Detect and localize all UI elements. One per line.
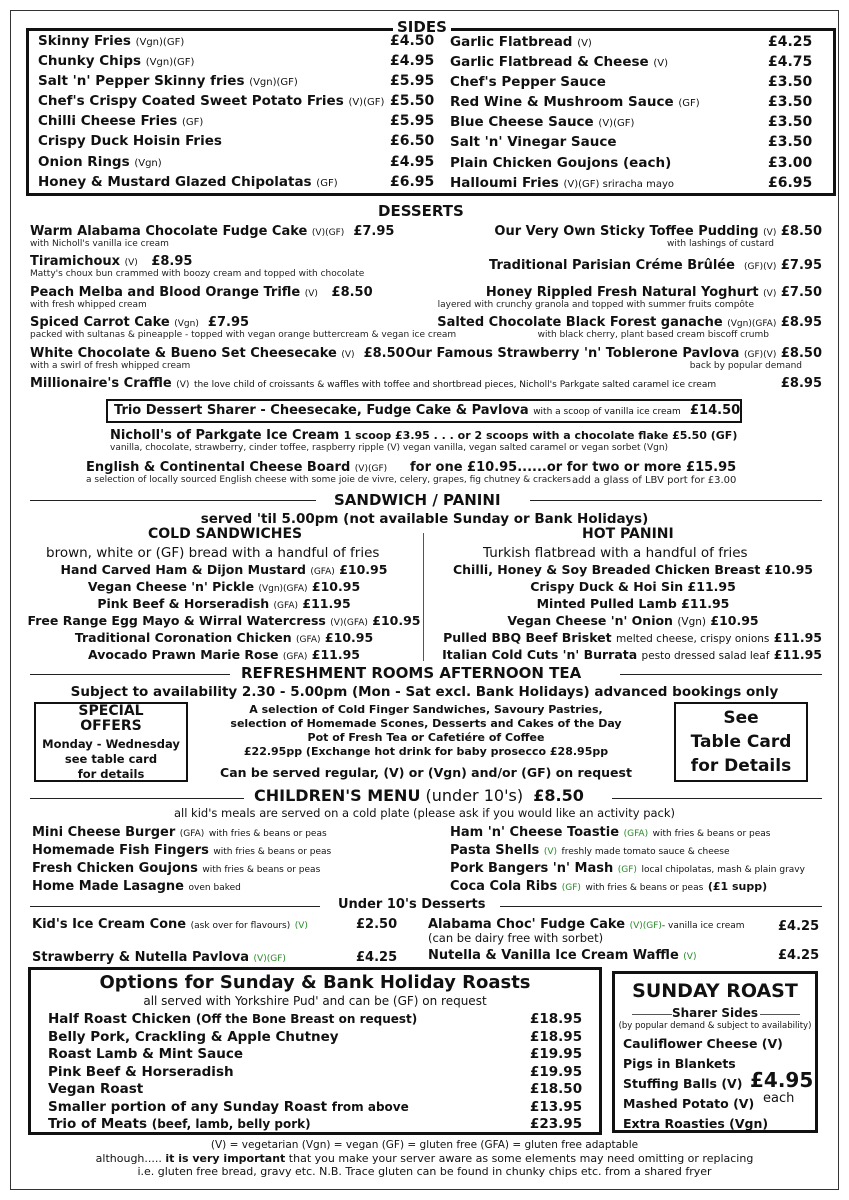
kids-waffle-price: £4.25: [778, 948, 820, 963]
roast-item: Pink Beef & Horseradish: [48, 1063, 234, 1080]
sunday-roast-title: SUNDAY ROAST: [632, 980, 798, 1002]
table-card-line1: See: [723, 708, 759, 728]
kids-main-item: Pasta Shells (V) freshly made tomato sauce & cheese: [450, 843, 730, 858]
side-price: £3.00: [768, 155, 813, 171]
side-price: £4.95: [390, 53, 435, 69]
tea-title: REFRESHMENT ROOMS AFTERNOON TEA: [241, 664, 582, 682]
kids-desserts-title: Under 10's Desserts: [338, 897, 486, 912]
kids-ice-cream-cone: Kid's Ice Cream Cone (ask over for flavours) (V): [32, 917, 308, 932]
dessert-black-forest-desc: with black cherry, plant based cream biscoff crumb: [537, 330, 769, 340]
roast-item: Half Roast Chicken (Off the Bone Breast on request): [48, 1011, 418, 1027]
sharer-side-item: Pigs in Blankets: [623, 1056, 736, 1071]
side-item: Chef's Pepper Sauce: [450, 74, 606, 90]
side-price: £5.95: [390, 113, 435, 129]
side-price: £4.50: [390, 33, 435, 49]
roast-item: Roast Lamb & Mint Sauce: [48, 1046, 244, 1062]
kids-main-item: Fresh Chicken Goujons with fries & beans or peas: [32, 861, 321, 876]
side-item: Blue Cheese Sauce (V)(GF): [450, 114, 635, 130]
sandwich-title: SANDWICH / PANINI: [334, 491, 501, 509]
roast-item: Trio of Meats (beef, lamb, belly pork): [48, 1116, 311, 1132]
tea-desc-2: selection of Homemade Scones, Desserts and Cakes of the Day: [230, 717, 622, 730]
side-price: £4.25: [768, 34, 813, 50]
sunday-sides-price: £4.95: [750, 1068, 814, 1092]
side-price: £3.50: [768, 74, 813, 90]
tea-desc-1: A selection of Cold Finger Sandwiches, Savoury Pastries,: [249, 703, 603, 716]
trio-dessert-sharer: Trio Dessert Sharer - Cheesecake, Fudge Cake & Pavlova with a scoop of vanilla ice cream: [114, 403, 681, 418]
side-item: Onion Rings (Vgn): [38, 154, 162, 170]
kids-main-item: Home Made Lasagne oven baked: [32, 879, 241, 894]
roast-price: £23.95: [530, 1116, 583, 1132]
dessert-pavlova: Our Famous Strawberry 'n' Toblerone Pavlova (GF)(V) £8.50: [405, 346, 822, 361]
side-price: £6.95: [390, 174, 435, 190]
dessert-pavlova-desc: back by popular demand: [689, 361, 802, 371]
children-title: CHILDREN'S MENU (under 10's) £8.50: [254, 786, 584, 805]
kids-main-item: Pork Bangers 'n' Mash (GF) local chipolatas, mash & plain gravy: [450, 861, 805, 876]
side-item: Salt 'n' Pepper Skinny fries (Vgn)(GF): [38, 73, 298, 89]
roasts-sub: all served with Yorkshire Pud' and can be (GF) on request: [143, 994, 487, 1008]
side-item: Crispy Duck Hoisin Fries: [38, 133, 222, 149]
footer-note: although..... it is very important that you make your server aware as some elements may need omitting or replacing: [95, 1152, 754, 1165]
hot-panini-item: Pulled BBQ Beef Brisket melted cheese, crispy onions £11.95: [443, 630, 822, 645]
side-item: Honey & Mustard Glazed Chipolatas (GF): [38, 174, 338, 190]
dessert-carrot-cake: Spiced Carrot Cake (Vgn) £7.95: [30, 315, 250, 330]
kids-pavlova: Strawberry & Nutella Pavlova (V)(GF): [32, 950, 286, 965]
roast-item: Vegan Roast: [48, 1081, 144, 1097]
sharer-sides-title: Sharer Sides: [671, 1006, 759, 1020]
kids-ice-cream-cone-price: £2.50: [356, 917, 398, 932]
hot-panini-sub: Turkish flatbread with a handful of fries: [483, 545, 748, 561]
sunday-sides-each: each: [763, 1091, 795, 1106]
sides-title: SIDES: [393, 18, 451, 36]
sharer-side-item: Mashed Potato (V): [623, 1096, 755, 1111]
cold-sandwich-item: Pink Beef & Horseradish (GFA) £11.95: [97, 596, 351, 611]
dessert-craffle-price: £8.95: [780, 376, 822, 391]
cold-sandwiches-sub: brown, white or (GF) bread with a handful of fries: [46, 545, 380, 561]
roast-price: £19.95: [530, 1063, 583, 1080]
dessert-trifle: Peach Melba and Blood Orange Trifle (V) £8.50: [30, 285, 373, 300]
roast-item: Belly Pork, Crackling & Apple Chutney: [48, 1028, 339, 1045]
kids-main-item: Ham 'n' Cheese Toastie (GFA) with fries & beans or peas: [450, 825, 771, 840]
divider: [530, 500, 822, 501]
cold-sandwich-item: Hand Carved Ham & Dijon Mustard (GFA) £10.95: [60, 562, 388, 577]
side-price: £6.50: [390, 133, 435, 149]
special-offers-days: Monday - Wednesday: [42, 737, 180, 751]
dessert-cheesecake: White Chocolate & Bueno Set Cheesecake (V) £8.50: [30, 346, 405, 361]
divider: [30, 798, 244, 799]
special-offers-line2: for details: [77, 767, 145, 781]
side-item: Halloumi Fries (V)(GF) sriracha mayo: [450, 175, 674, 191]
hot-panini-item: Crispy Duck & Hoi Sin £11.95: [530, 579, 736, 594]
port-offer: add a glass of LBV port for £3.00: [572, 475, 737, 486]
dessert-tiramichoux-desc: Matty's choux bun crammed with boozy cream and topped with chocolate: [30, 269, 365, 279]
side-price: £4.75: [768, 54, 813, 70]
dessert-yoghurt-desc: layered with crunchy granola and topped with summer fruits compôte: [437, 300, 754, 310]
side-item: Plain Chicken Goujons (each): [450, 155, 672, 171]
side-item: Chef's Crispy Coated Sweet Potato Fries (V)(GF): [38, 93, 385, 109]
side-item: Chunky Chips (Vgn)(GF): [38, 53, 195, 69]
divider: [30, 674, 230, 675]
dessert-fudge-cake: Warm Alabama Chocolate Fudge Cake (V)(GF) £7.95: [30, 224, 395, 239]
roast-price: £18.50: [530, 1081, 583, 1097]
kids-waffle: Nutella & Vanilla Ice Cream Waffle (V): [428, 948, 697, 963]
dessert-trifle-desc: with fresh whipped cream: [30, 300, 147, 310]
special-offers-title: SPECIAL OFFERS: [78, 703, 144, 734]
cold-sandwich-item: Vegan Cheese 'n' Pickle (Vgn)(GFA) £10.95: [87, 579, 361, 594]
hot-panini-item: Vegan Cheese 'n' Onion (Vgn) £10.95: [507, 613, 759, 628]
side-price: £5.50: [390, 93, 435, 109]
cheese-board-price: for one £10.95......or for two or more £15.95: [410, 460, 737, 475]
hot-panini-item: Minted Pulled Lamb £11.95: [536, 596, 730, 611]
side-price: £3.50: [768, 94, 813, 110]
ice-cream: Nicholl's of Parkgate Ice Cream 1 scoop £3.95 . . . or 2 scoops with a chocolate flake £5.50 (GF): [110, 428, 738, 443]
footer-gluten: i.e. gluten free bread, gravy etc. N.B. Trace gluten can be found in chunky chips etc. from a shared fryer: [137, 1165, 712, 1178]
kids-pavlova-price: £4.25: [356, 950, 398, 965]
divider: [612, 798, 822, 799]
side-price: £6.95: [768, 175, 813, 191]
cheese-board: English & Continental Cheese Board (V)(GF): [86, 460, 388, 475]
hot-panini-title: HOT PANINI: [582, 526, 674, 542]
kids-main-item: Coca Cola Ribs (GF) with fries & beans or peas (£1 supp): [450, 879, 768, 894]
divider: [30, 500, 316, 501]
side-price: £4.95: [390, 154, 435, 170]
table-card-line2: Table Card: [690, 732, 792, 752]
side-price: £5.95: [390, 73, 435, 89]
children-note: all kid's meals are served on a cold plate (please ask if you would like an activity pack): [173, 806, 676, 820]
side-item: Chilli Cheese Fries (GF): [38, 113, 204, 129]
sharer-side-item: Extra Roasties (Vgn): [623, 1116, 769, 1131]
side-price: £3.50: [768, 134, 813, 150]
dessert-creme-brulee: Traditional Parisian Créme Brûlée (GF)(V) £7.95: [489, 258, 822, 273]
ice-cream-desc: vanilla, chocolate, strawberry, cinder toffee, raspberry ripple (V) vegan vanilla, vegan salted caramel or vegan sorbet (Vgn): [110, 443, 669, 453]
sharer-sides-note: (by popular demand & subject to availability): [618, 1021, 812, 1031]
dessert-black-forest: Salted Chocolate Black Forest ganache (Vgn)(GFA) £8.95: [437, 315, 822, 330]
kids-fudge-cake-price: £4.25: [778, 919, 820, 934]
side-item: Red Wine & Mushroom Sauce (GF): [450, 94, 700, 110]
kids-main-item: Homemade Fish Fingers with fries & beans or peas: [32, 843, 332, 858]
table-card-line3: for Details: [690, 756, 792, 776]
cold-sandwich-item: Traditional Coronation Chicken (GFA) £10.95: [74, 630, 374, 645]
side-item: Garlic Flatbread (V): [450, 34, 592, 50]
roast-price: £18.95: [530, 1011, 583, 1027]
side-item: Garlic Flatbread & Cheese (V): [450, 54, 669, 70]
cold-sandwich-item: Free Range Egg Mayo & Wirral Watercress (V)(GFA) £10.95: [27, 613, 421, 628]
cold-sandwich-item: Avocado Prawn Marie Rose (GFA) £11.95: [87, 647, 361, 662]
trio-price: £14.50: [690, 403, 741, 418]
footer-key: (V) = vegetarian (Vgn) = vegan (GF) = gluten free (GFA) = gluten free adaptable: [210, 1139, 639, 1151]
side-price: £3.50: [768, 114, 813, 130]
kids-main-item: Mini Cheese Burger (GFA) with fries & beans or peas: [32, 825, 327, 840]
roast-price: £19.95: [530, 1046, 583, 1062]
cheese-board-desc: a selection of locally sourced English cheese with some joie de vivre, celery, grapes, fig chutney & crackers: [86, 475, 571, 485]
sharer-side-item: Cauliflower Cheese (V): [623, 1036, 783, 1051]
cold-sandwiches-title: COLD SANDWICHES: [148, 526, 303, 542]
divider: [620, 674, 822, 675]
hot-panini-item: Italian Cold Cuts 'n' Burrata pesto dressed salad leaf £11.95: [442, 647, 822, 662]
roast-price: £13.95: [530, 1098, 583, 1115]
dessert-yoghurt: Honey Rippled Fresh Natural Yoghurt (V) £7.50: [485, 285, 822, 300]
tea-desc-3: Pot of Fresh Tea or Cafetiére of Coffee: [307, 731, 545, 744]
tea-served: Can be served regular, (V) or (Vgn) and/or (GF) on request: [220, 765, 632, 780]
dessert-sticky-toffee-desc: with lashings of custard: [666, 239, 774, 249]
roast-price: £18.95: [530, 1028, 583, 1045]
kids-fudge-cake-sub: (can be dairy free with sorbet): [428, 931, 604, 945]
roast-item: Smaller portion of any Sunday Roast from above: [48, 1098, 409, 1115]
tea-availability: Subject to availability 2.30 - 5.00pm (Mon - Sat excl. Bank Holidays) advanced bookings only: [70, 684, 779, 700]
special-offers-line1: see table card: [64, 752, 158, 766]
dessert-tiramichoux: Tiramichoux (V) £8.95: [30, 254, 193, 269]
kids-fudge-cake: Alabama Choc' Fudge Cake (V)(GF)- vanilla ice cream: [428, 917, 745, 932]
dessert-cheesecake-desc: with a swirl of fresh whipped cream: [30, 361, 191, 371]
divider: [760, 1014, 800, 1015]
roasts-title: Options for Sunday & Bank Holiday Roasts: [99, 972, 531, 993]
dessert-carrot-cake-desc: packed with sultanas & pineapple - topped with vegan orange buttercream & vegan ice cream: [30, 330, 457, 340]
side-item: Salt 'n' Vinegar Sauce: [450, 134, 617, 150]
hot-panini-item: Chilli, Honey & Soy Breaded Chicken Breast £10.95: [452, 562, 813, 577]
divider: [30, 906, 320, 907]
tea-desc-4: £22.95pp (Exchange hot drink for baby prosecco £28.95pp: [243, 745, 609, 758]
desserts-title: DESSERTS: [378, 202, 464, 220]
dessert-craffle: Millionaire's Craffle (V) the love child of croissants & waffles with toffee and shortbread pieces, Nicholl's Parkgate salted caramel ice cream: [30, 376, 717, 391]
sandwich-served: served 'til 5.00pm (not available Sunday or Bank Holidays): [200, 511, 649, 527]
dessert-sticky-toffee: Our Very Own Sticky Toffee Pudding (V) £8.50: [494, 224, 822, 239]
divider: [500, 906, 822, 907]
side-item: Skinny Fries (Vgn)(GF): [38, 33, 185, 49]
sharer-side-item: Stuffing Balls (V): [623, 1076, 743, 1091]
dessert-fudge-cake-desc: with Nicholl's vanilla ice cream: [30, 239, 169, 249]
